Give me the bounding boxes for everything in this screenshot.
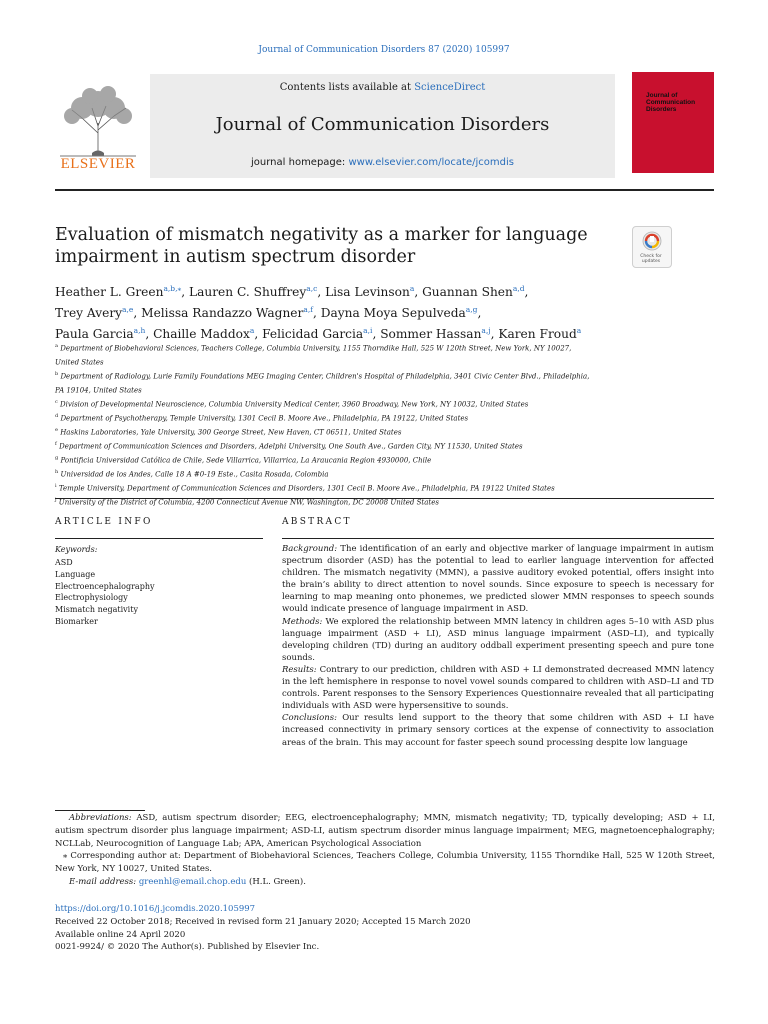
author[interactable]: Dayna Moya Sepulveda$^{a,g}$ (320, 305, 478, 321)
abbreviations-footnote: Abbreviations: ASD, autism spectrum disorder; EEG, electroencephalography; MMN, mismatch negativity; TD, typically developing; ASD + LI, autism spectrum disorder plus language impairment; ASD-LI, autism spectrum disorder minus language impairment; MEG, magnetoencephalography; NCLLab, Neurocognition of Language Lab; APA, American Psychological Association (55, 813, 715, 849)
author[interactable]: Chaille Maddox$^a$ (153, 326, 255, 342)
crossmark-icon (633, 227, 671, 253)
abstract-conclusions: Conclusions: Our results lend support to the theory that some children with ASD + LI have increased connectivity in primary sensory cortices at the expense of connectivity to association areas of the brain. This may account for faster speech sound processing despite low language (282, 713, 714, 748)
abstract-body (282, 543, 714, 749)
abstract-background: Background: The identification of an early and objective marker of language impairment in autism spectrum disorder (ASD) has the potential to lead to earlier language intervention for affected children. The mismatch negativity (MMN), a passive auditory evoked potential, offers insight into the brain’s ability to direct attention to novel sounds. Since exposure to speech is necessary for learning to map meaning onto phonemes, we predicted slower MMN responses to speech sounds would indicate presence of language impairment in ASD. (282, 544, 714, 615)
affiliation-item: PA 19104, United States (55, 386, 142, 395)
header-divider (55, 189, 714, 191)
received-dates: Received 22 October 2018; Received in revised form 21 January 2020; Accepted 15 March 2020 (55, 916, 471, 927)
email-footnote: E-mail address: greenhl@email.chop.edu (H.L. Green). (69, 876, 306, 887)
affiliation-list (55, 341, 715, 509)
copyright: 0021-9924/ © 2020 The Author(s). Published by Elsevier Inc. (55, 942, 320, 953)
doi-link[interactable]: https://doi.org/10.1016/j.jcomdis.2020.105997 (55, 904, 256, 914)
publication-info (55, 903, 471, 954)
article-title: Evaluation of mismatch negativity as a marker for language impairment in autism spectrum disorder (55, 225, 588, 267)
footnote-divider (55, 810, 145, 811)
affiliation-item: $^j$ University of the District of Columbia, 4200 Connecticut Avenue NW, Washington, DC 20008 United States (55, 497, 439, 507)
abstract-divider (282, 538, 714, 539)
affiliation-item: $^b$ Department of Radiology, Lurie Family Foundations MEG Imaging Center, Children's Hospital of Philadelphia, 3401 Civic Center Blvd., Philadelphia, (55, 371, 590, 381)
author[interactable]: Melissa Randazzo Wagner$^{a,f}$ (141, 305, 313, 321)
author[interactable]: Lauren C. Shuffrey$^{a,c}$ (189, 284, 318, 300)
abstract-methods: Methods: We explored the relationship between MMN latency in children ages 5–10 with ASD plus language impairment (ASD + LI), ASD minus language impairment (ASD–LI), and typically developing children (TD) during an auditory oddball experiment presenting speech and pure tone sounds. (282, 616, 714, 663)
author[interactable]: Lisa Levinson$^a$ (325, 284, 415, 300)
affiliation-item: $^f$ Department of Communication Sciences and Disorders, Adelphi University, One South Ave., Garden City, NY 11530, United States (55, 441, 523, 451)
keyword-item: Electrophysiology (55, 593, 128, 603)
contents-lists-line (150, 82, 615, 93)
keyword-item: ASD (55, 558, 73, 567)
keyword-list (55, 557, 155, 628)
affiliation-item: $^e$ Haskins Laboratories, Yale University, 300 George Street, New Haven, CT 06511, United States (55, 427, 402, 437)
keyword-item: Electroencephalography (55, 581, 155, 591)
author-list: Heather L. Green$^{a,b,⁎}$, Lauren C. Shuffrey$^{a,c}$, Lisa Levinson$^a$, Guannan Shen$^{a,d}$, Trey Avery$^{a,e}$, Melissa Randazzo Wagner$^{a,f}$, Dayna Moya Sepulveda$^{a,g}$, Paula Garcia$^{a,h}$, Chaille Maddox$^a$, Felicidad Garcia$^{a,i}$, Sommer Hassan$^{a,j}$, Karen Froud$^a$ (55, 284, 582, 342)
keyword-item: Mismatch negativity (55, 605, 138, 615)
article-info-heading: ARTICLE INFO (55, 517, 153, 527)
journal-title: Journal of Communication Disorders (215, 114, 550, 135)
section-divider (55, 498, 714, 499)
journal-cover-image[interactable] (632, 72, 714, 173)
author[interactable]: Karen Froud$^a$ (498, 326, 582, 342)
elsevier-wordmark: ELSEVIER (60, 156, 136, 172)
corresponding-author-footnote: ⁎ Corresponding author at: Department of Biobehavioral Sciences, Teachers College, Columbia University, 1155 Thorndike Hall, 525 W 120th Street, New York, NY 10027, United States. (55, 851, 715, 875)
abstract-heading: ABSTRACT (282, 517, 352, 527)
keywords-label: Keywords: (55, 545, 98, 554)
author[interactable]: Guannan Shen$^{a,d}$ (422, 284, 525, 300)
affiliation-item: $^g$ Pontificia Universidad Católica de Chile, Sede Villarrica, Villarrica, La Araucania Region 4930000, Chile (55, 455, 432, 465)
affiliation-item: $^h$ Universidad de los Andes, Calle 18 A #0-19 Este., Casita Rosada, Colombia (55, 469, 329, 479)
affiliation-item: $^a$ Department of Biobehavioral Sciences, Teachers College, Columbia University, 1155 Thorndike Hall, 525 W 120th Street, New York, NY 10027, (55, 343, 572, 353)
homepage-prefix: journal homepage: (251, 157, 349, 168)
affiliation-item: $^i$ Temple University, Department of Communication Sciences and Disorders, 1301 Cecil B. Moore Ave., Philadelphia, PA 19122 United States (55, 483, 555, 493)
contents-prefix: Contents lists available at (279, 82, 415, 93)
available-online: Available online 24 April 2020 (55, 929, 186, 940)
keyword-item: Language (55, 569, 96, 579)
footnotes (55, 812, 715, 889)
email-link[interactable]: greenhl@email.chop.edu (138, 876, 247, 887)
journal-homepage-line (150, 157, 615, 168)
homepage-link[interactable]: www.elsevier.com/locate/jcomdis (348, 157, 514, 168)
keyword-item: Biomarker (55, 616, 98, 626)
journal-citation-link[interactable]: Journal of Communication Disorders 87 (2020) 105997 (258, 45, 510, 55)
affiliation-item: $^c$ Division of Developmental Neuroscience, Columbia University Medical Center, 3960 Broadway, New York, NY 10032, United States (55, 399, 529, 409)
author[interactable]: Heather L. Green$^{a,b,⁎}$ (55, 284, 182, 300)
author[interactable]: Paula Garcia$^{a,h}$ (55, 326, 146, 342)
affiliation-item: $^d$ Department of Psychotherapy, Temple University, 1301 Cecil B. Moore Ave., Philadelphia, PA 19122, United States (55, 413, 469, 423)
sciencedirect-link[interactable]: ScienceDirect (414, 82, 486, 93)
author[interactable]: Trey Avery$^{a,e}$ (55, 305, 134, 321)
cover-title: Journal of Communication Disorders (646, 92, 696, 113)
affiliation-item: United States (55, 358, 104, 367)
article-info-divider (55, 538, 263, 539)
check-for-updates-label: Check for updates (640, 254, 662, 264)
author[interactable]: Sommer Hassan$^{a,j}$ (380, 326, 491, 342)
abstract-results: Results: Contrary to our prediction, children with ASD + LI demonstrated decreased MMN latency in the left hemisphere in response to novel vowel sounds compared to children with ASD–LI and TD controls. Parent responses to the Sensory Experiences Questionnaire revealed that all participating individuals with ASD were hypersensitive to sounds. (282, 664, 714, 712)
author[interactable]: Felicidad Garcia$^{a,i}$ (262, 326, 373, 342)
